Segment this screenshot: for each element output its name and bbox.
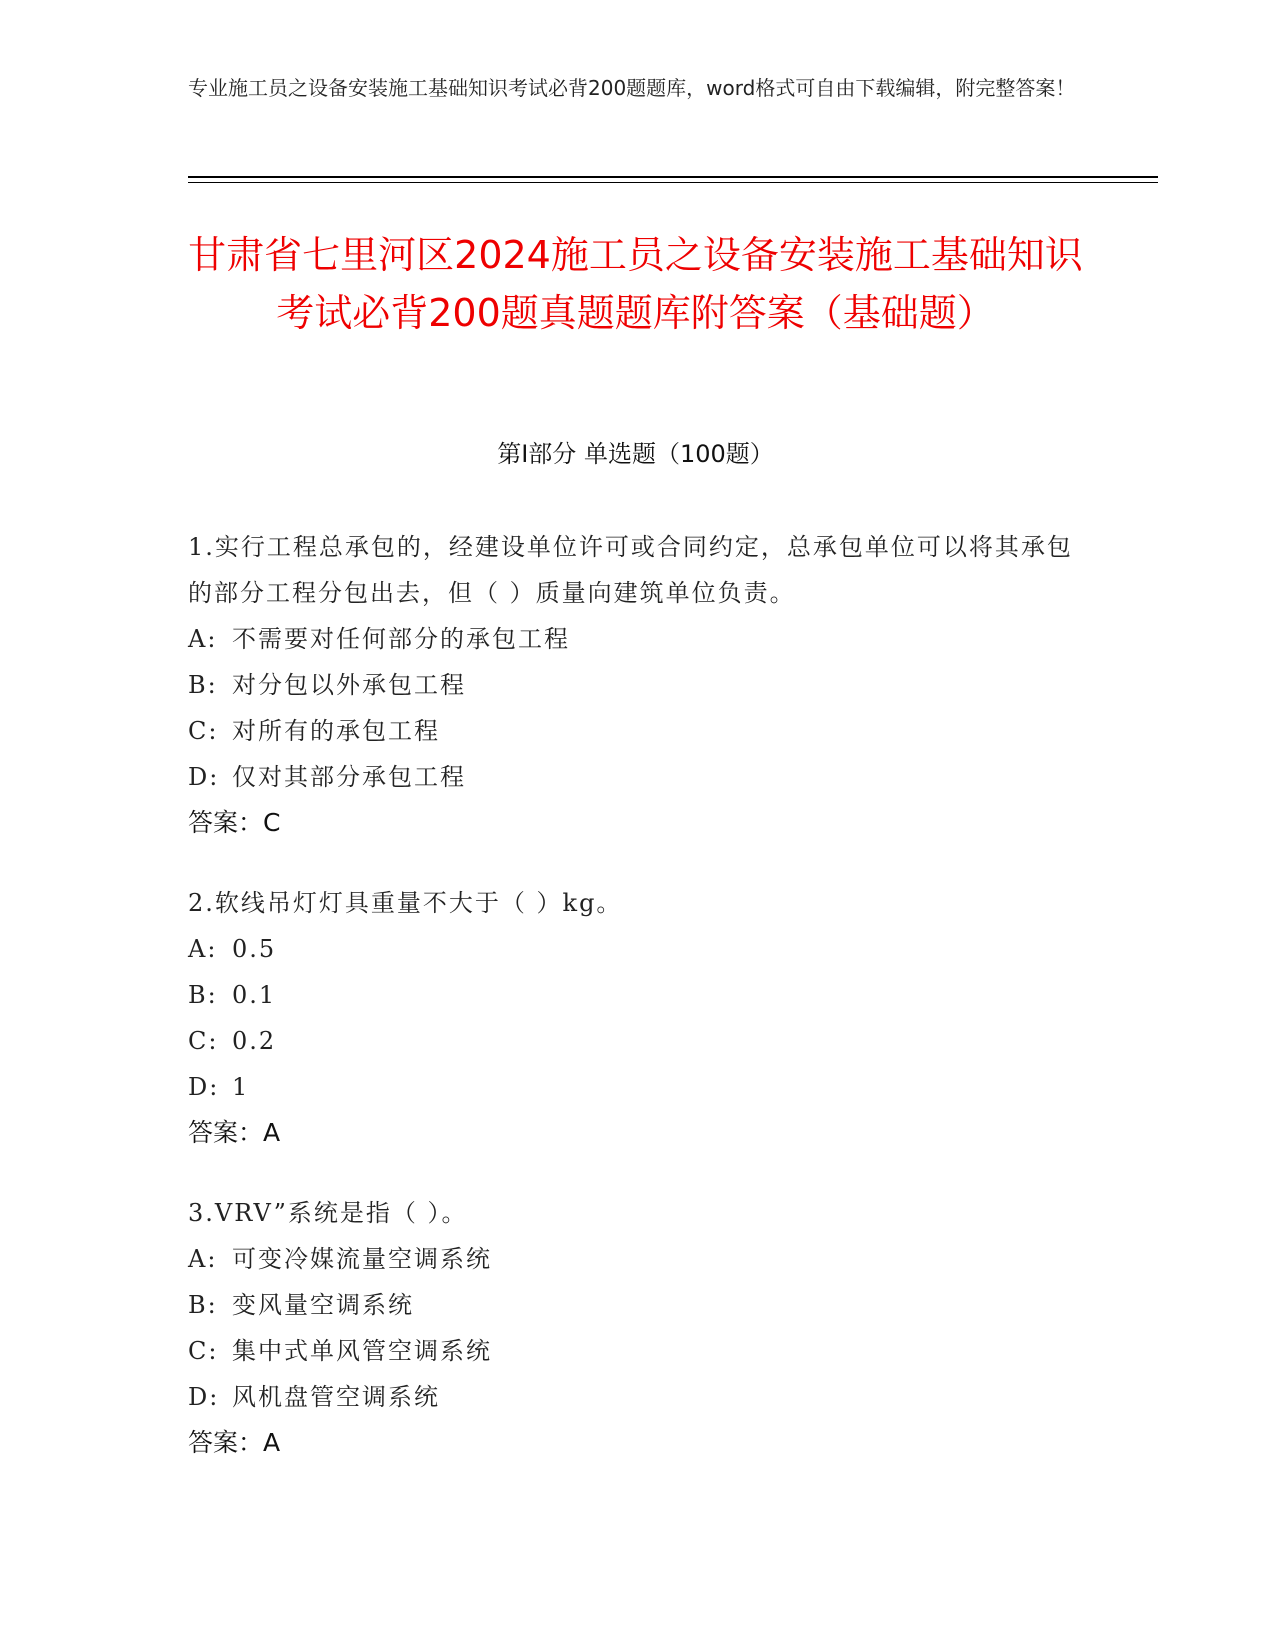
option-a bbox=[188, 926, 1088, 972]
question-3 bbox=[188, 1190, 1088, 1466]
option-letter: A: bbox=[188, 625, 218, 653]
option-letter: B: bbox=[188, 671, 218, 699]
option-letter: D: bbox=[188, 763, 220, 791]
option-a bbox=[188, 1236, 1088, 1282]
option-d bbox=[188, 1374, 1088, 1420]
option-b bbox=[188, 1282, 1088, 1328]
document-title: 甘肃省七里河区2024施工员之设备安装施工基础知识考试必背200题真题题库附答案（基础题） bbox=[188, 233, 1083, 335]
answer-line: 答案：A bbox=[188, 1428, 281, 1457]
option-d bbox=[188, 1064, 1088, 1110]
question-stem: 2.软线吊灯灯具重量不大于（ ）kg。 bbox=[188, 889, 623, 917]
option-c bbox=[188, 1018, 1088, 1064]
option-letter: B: bbox=[188, 1291, 218, 1319]
option-letter: C: bbox=[188, 1027, 219, 1055]
option-text: 可变冷媒流量空调系统 bbox=[232, 1245, 492, 1273]
option-c bbox=[188, 1328, 1088, 1374]
option-letter: A: bbox=[188, 935, 218, 963]
option-letter: D: bbox=[188, 1073, 220, 1101]
option-letter: C: bbox=[188, 717, 219, 745]
section-heading: 第Ⅰ部分 单选题（100题） bbox=[497, 440, 774, 468]
question-2 bbox=[188, 880, 1088, 1156]
option-text: 对分包以外承包工程 bbox=[232, 671, 466, 699]
question-stem: 1.实行工程总承包的，经建设单位许可或合同约定，总承包单位可以将其承包的部分工程分包出去，但（ ）质量向建筑单位负责。 bbox=[188, 533, 1073, 607]
option-text: 集中式单风管空调系统 bbox=[232, 1337, 492, 1365]
option-text: 变风量空调系统 bbox=[232, 1291, 414, 1319]
header-rule-thin bbox=[188, 182, 1158, 183]
option-letter: B: bbox=[188, 981, 218, 1009]
header-rule-thick bbox=[188, 176, 1158, 178]
answer-line: 答案：A bbox=[188, 1118, 281, 1147]
option-text: 0.5 bbox=[232, 935, 277, 963]
option-b bbox=[188, 662, 1088, 708]
option-text: 仅对其部分承包工程 bbox=[232, 763, 466, 791]
answer-line: 答案：C bbox=[188, 808, 281, 837]
option-text: 0.2 bbox=[232, 1027, 277, 1055]
option-letter: D: bbox=[188, 1383, 220, 1411]
option-c bbox=[188, 708, 1088, 754]
option-text: 不需要对任何部分的承包工程 bbox=[232, 625, 570, 653]
question-1 bbox=[188, 524, 1088, 846]
option-b bbox=[188, 972, 1088, 1018]
option-letter: A: bbox=[188, 1245, 218, 1273]
option-letter: C: bbox=[188, 1337, 219, 1365]
option-text: 1 bbox=[232, 1073, 250, 1101]
option-text: 0.1 bbox=[232, 981, 277, 1009]
question-list bbox=[188, 524, 1088, 1500]
option-a bbox=[188, 616, 1088, 662]
header-note: 专业施工员之设备安装施工基础知识考试必背200题题库，word格式可自由下载编辑，附完整答案！ bbox=[188, 76, 1076, 100]
option-text: 对所有的承包工程 bbox=[232, 717, 440, 745]
option-d bbox=[188, 754, 1088, 800]
question-stem: 3.VRV”系统是指（ ）。 bbox=[188, 1199, 468, 1227]
option-text: 风机盘管空调系统 bbox=[232, 1383, 440, 1411]
